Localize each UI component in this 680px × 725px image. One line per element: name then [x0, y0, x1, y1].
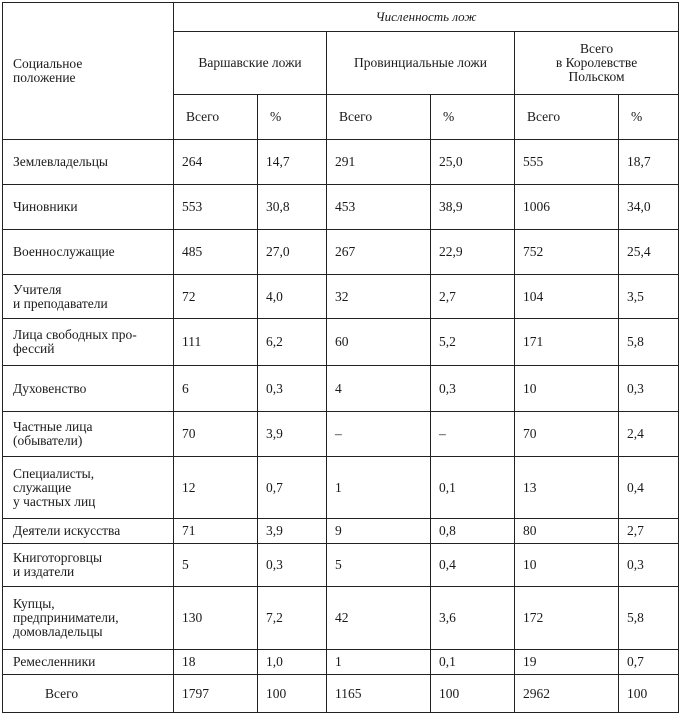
row-label: Чиновники: [3, 185, 174, 230]
cell-provincial-percent: 0,1: [431, 457, 515, 519]
cell-provincial-total: 9: [327, 519, 431, 544]
cell-provincial-percent: 0,1: [431, 650, 515, 675]
cell-warsaw-percent: 6,2: [258, 319, 327, 366]
cell-provincial-total: –: [327, 412, 431, 457]
subheader-percent: %: [619, 95, 679, 140]
cell-warsaw-total: 70: [174, 412, 258, 457]
cell-kingdom-total: 555: [515, 140, 619, 185]
total-kingdom-percent: 100: [619, 675, 679, 713]
header-kingdom-total: Всего в Королевстве Польском: [515, 32, 679, 95]
row-label: Книготорговцы и издатели: [3, 544, 174, 587]
cell-kingdom-total: 752: [515, 230, 619, 275]
row-label: Специалисты, служащие у частных лиц: [3, 457, 174, 519]
cell-kingdom-total: 171: [515, 319, 619, 366]
row-label: Землевладельцы: [3, 140, 174, 185]
cell-provincial-total: 453: [327, 185, 431, 230]
cell-provincial-percent: 3,6: [431, 587, 515, 650]
cell-provincial-total: 42: [327, 587, 431, 650]
subheader-percent: %: [258, 95, 327, 140]
cell-warsaw-percent: 27,0: [258, 230, 327, 275]
cell-kingdom-percent: 25,4: [619, 230, 679, 275]
cell-warsaw-percent: 3,9: [258, 519, 327, 544]
cell-warsaw-total: 71: [174, 519, 258, 544]
total-warsaw-total: 1797: [174, 675, 258, 713]
cell-warsaw-total: 553: [174, 185, 258, 230]
row-label: Лица свободных про- фессий: [3, 319, 174, 366]
table-row: [3, 457, 679, 519]
cell-kingdom-total: 70: [515, 412, 619, 457]
subheader-percent: %: [431, 95, 515, 140]
cell-provincial-percent: 0,4: [431, 544, 515, 587]
cell-warsaw-total: 18: [174, 650, 258, 675]
cell-warsaw-percent: 0,7: [258, 457, 327, 519]
total-warsaw-percent: 100: [258, 675, 327, 713]
cell-provincial-total: 1: [327, 650, 431, 675]
total-provincial-total: 1165: [327, 675, 431, 713]
subheader-total: Всего: [327, 95, 431, 140]
cell-provincial-total: 1: [327, 457, 431, 519]
cell-kingdom-percent: 18,7: [619, 140, 679, 185]
row-label: Ремесленники: [3, 650, 174, 675]
cell-kingdom-percent: 0,3: [619, 366, 679, 412]
cell-kingdom-percent: 5,8: [619, 587, 679, 650]
row-label: Военнослужащие: [3, 230, 174, 275]
cell-warsaw-percent: 14,7: [258, 140, 327, 185]
cell-kingdom-percent: 0,3: [619, 544, 679, 587]
row-label: Духовенство: [3, 366, 174, 412]
table-header: [3, 3, 679, 140]
cell-warsaw-total: 130: [174, 587, 258, 650]
cell-provincial-total: 291: [327, 140, 431, 185]
freemason-lodges-table: [2, 2, 679, 713]
row-label: Учителя и преподаватели: [3, 275, 174, 319]
cell-warsaw-percent: 30,8: [258, 185, 327, 230]
row-label: Деятели искусства: [3, 519, 174, 544]
cell-warsaw-percent: 3,9: [258, 412, 327, 457]
cell-kingdom-total: 104: [515, 275, 619, 319]
cell-warsaw-total: 111: [174, 319, 258, 366]
cell-kingdom-total: 10: [515, 366, 619, 412]
cell-provincial-total: 267: [327, 230, 431, 275]
subheader-total: Всего: [174, 95, 258, 140]
cell-warsaw-percent: 0,3: [258, 366, 327, 412]
cell-provincial-percent: –: [431, 412, 515, 457]
cell-warsaw-total: 485: [174, 230, 258, 275]
table-row: [3, 366, 679, 412]
table-row: [3, 185, 679, 230]
cell-warsaw-percent: 1,0: [258, 650, 327, 675]
cell-warsaw-total: 6: [174, 366, 258, 412]
cell-warsaw-percent: 7,2: [258, 587, 327, 650]
row-label: Частные лица (обыватели): [3, 412, 174, 457]
total-label: Всего: [3, 675, 174, 713]
table-row: [3, 519, 679, 544]
subheader-total: Всего: [515, 95, 619, 140]
cell-kingdom-percent: 2,7: [619, 519, 679, 544]
cell-kingdom-percent: 3,5: [619, 275, 679, 319]
cell-provincial-percent: 22,9: [431, 230, 515, 275]
cell-warsaw-percent: 4,0: [258, 275, 327, 319]
table-row: [3, 140, 679, 185]
cell-kingdom-percent: 2,4: [619, 412, 679, 457]
cell-kingdom-percent: 5,8: [619, 319, 679, 366]
cell-kingdom-total: 10: [515, 544, 619, 587]
cell-warsaw-total: 264: [174, 140, 258, 185]
total-provincial-percent: 100: [431, 675, 515, 713]
table-row: [3, 319, 679, 366]
cell-kingdom-total: 80: [515, 519, 619, 544]
cell-kingdom-total: 1006: [515, 185, 619, 230]
cell-kingdom-percent: 0,7: [619, 650, 679, 675]
cell-provincial-percent: 25,0: [431, 140, 515, 185]
cell-provincial-total: 5: [327, 544, 431, 587]
cell-kingdom-percent: 34,0: [619, 185, 679, 230]
cell-warsaw-total: 5: [174, 544, 258, 587]
cell-kingdom-total: 19: [515, 650, 619, 675]
cell-provincial-percent: 38,9: [431, 185, 515, 230]
table-row: [3, 275, 679, 319]
header-social-position: Социальное положение: [3, 3, 174, 140]
cell-warsaw-percent: 0,3: [258, 544, 327, 587]
cell-kingdom-percent: 0,4: [619, 457, 679, 519]
table-row: [3, 230, 679, 275]
table-row: [3, 412, 679, 457]
cell-warsaw-total: 72: [174, 275, 258, 319]
header-lodge-count: Численность лож: [174, 3, 679, 32]
total-kingdom-total: 2962: [515, 675, 619, 713]
table-row: [3, 650, 679, 675]
cell-provincial-percent: 0,8: [431, 519, 515, 544]
table-row: [3, 587, 679, 650]
cell-kingdom-total: 172: [515, 587, 619, 650]
table-body: [3, 140, 679, 713]
table-row: [3, 544, 679, 587]
cell-provincial-total: 4: [327, 366, 431, 412]
header-warsaw-lodges: Варшавские ложи: [174, 32, 327, 95]
header-provincial-lodges: Провинциальные ложи: [327, 32, 515, 95]
cell-warsaw-total: 12: [174, 457, 258, 519]
total-row: [3, 675, 679, 713]
cell-provincial-percent: 2,7: [431, 275, 515, 319]
row-label: Купцы, предприниматели, домовладельцы: [3, 587, 174, 650]
cell-provincial-total: 32: [327, 275, 431, 319]
cell-provincial-total: 60: [327, 319, 431, 366]
cell-kingdom-total: 13: [515, 457, 619, 519]
cell-provincial-percent: 0,3: [431, 366, 515, 412]
cell-provincial-percent: 5,2: [431, 319, 515, 366]
